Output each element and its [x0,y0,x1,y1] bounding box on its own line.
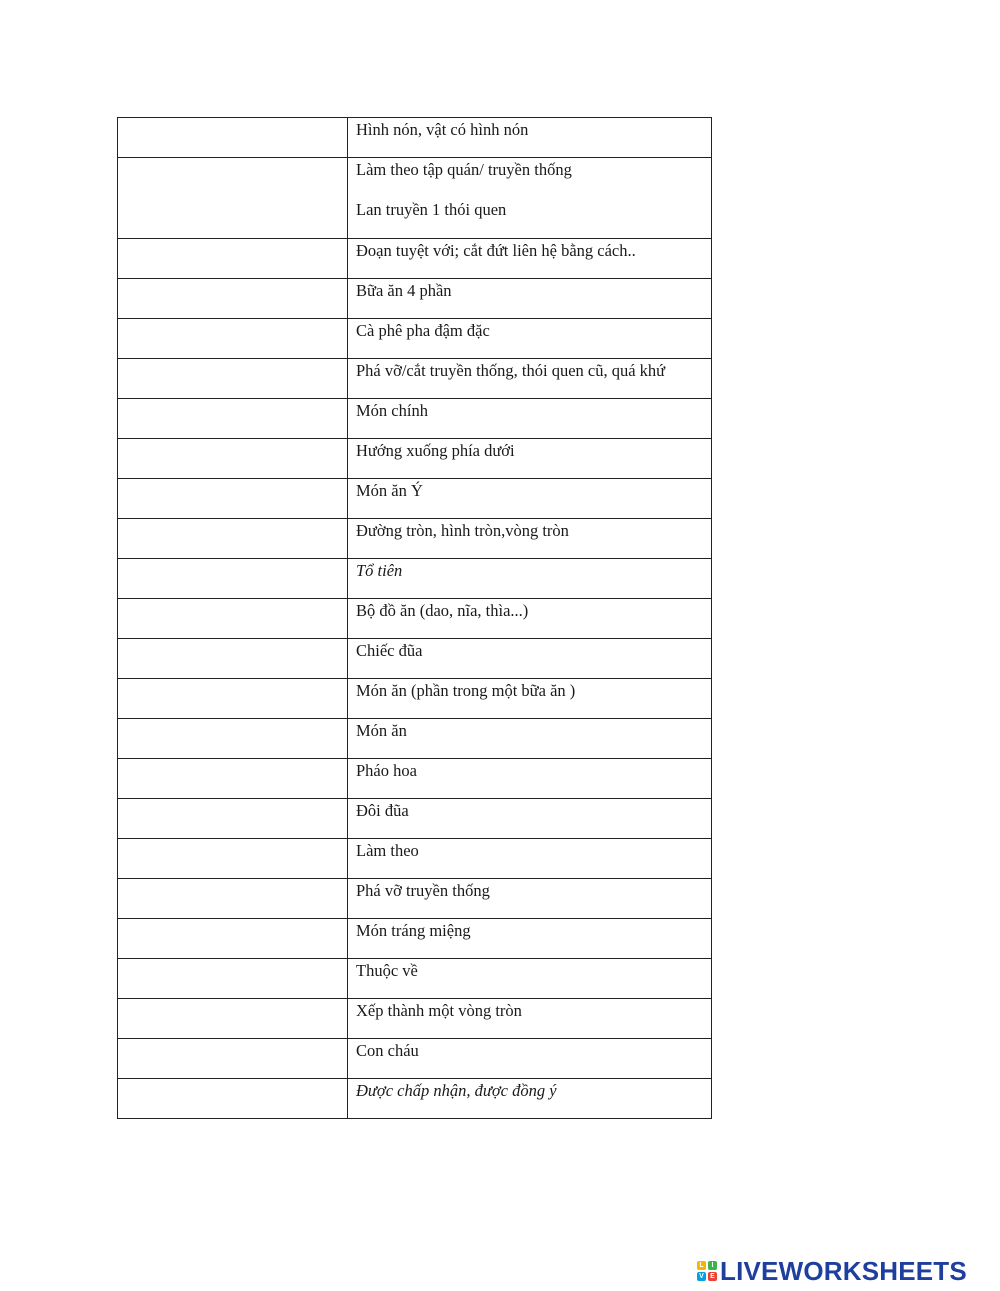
answer-input[interactable] [118,439,347,478]
answer-input[interactable] [118,519,347,558]
meaning-text: Thuộc về [356,961,418,980]
answer-cell [118,479,348,519]
meaning-text: Phá vỡ truyền thống [356,881,490,900]
table-row [118,319,712,359]
table-row [118,639,712,679]
answer-input[interactable] [118,919,347,958]
table-row [118,1079,712,1119]
meaning-cell [348,679,712,719]
answer-input[interactable] [118,479,347,518]
answer-input[interactable] [118,799,347,838]
meaning-cell [348,719,712,759]
meaning-cell [348,879,712,919]
logo-mark-tile: V [697,1272,706,1281]
meaning-cell [348,999,712,1039]
meaning-cell [348,839,712,879]
answer-cell [118,319,348,359]
vocabulary-table [117,117,712,1119]
meaning-cell [348,559,712,599]
meaning-cell [348,759,712,799]
meaning-text: Đường tròn, hình tròn,vòng tròn [356,521,569,540]
meaning-cell [348,639,712,679]
meaning-cell [348,118,712,158]
answer-cell [118,118,348,158]
table-row [118,599,712,639]
answer-cell [118,959,348,999]
answer-input[interactable] [118,279,347,318]
answer-input[interactable] [118,158,347,238]
answer-cell [118,599,348,639]
meaning-text: Làm theo tập quán/ truyền thống [356,160,572,179]
answer-cell [118,639,348,679]
meaning-cell [348,158,712,239]
table-row [118,519,712,559]
meaning-text: Món ăn [356,721,407,740]
meaning-text: Món ăn (phần trong một bữa ăn ) [356,681,576,700]
meaning-cell [348,599,712,639]
liveworksheets-logo-text: LIVEWORKSHEETS [720,1255,967,1286]
meaning-cell [348,919,712,959]
table-row [118,239,712,279]
meaning-text: Bộ đồ ăn (dao, nĩa, thìa...) [356,601,529,620]
answer-input[interactable] [118,719,347,758]
answer-cell [118,439,348,479]
meaning-text: Món chính [356,401,428,420]
meaning-text: Món tráng miệng [356,921,471,940]
answer-cell [118,239,348,279]
answer-cell [118,799,348,839]
meaning-cell [348,239,712,279]
table-row [118,879,712,919]
answer-input[interactable] [118,359,347,398]
answer-input[interactable] [118,759,347,798]
answer-cell [118,719,348,759]
answer-input[interactable] [118,839,347,878]
answer-cell [118,759,348,799]
answer-input[interactable] [118,879,347,918]
table-row [118,839,712,879]
meaning-text: Hướng xuống phía dưới [356,441,515,460]
answer-cell [118,1039,348,1079]
logo-mark-tile: E [708,1272,717,1281]
table-row [118,959,712,999]
table-row [118,118,712,158]
answer-cell [118,519,348,559]
table-row [118,999,712,1039]
answer-input[interactable] [118,639,347,678]
meaning-cell [348,439,712,479]
meaning-cell [348,1079,712,1119]
meaning-text: Cà phê pha đậm đặc [356,321,490,340]
table-row [118,759,712,799]
vocabulary-table-body [118,118,712,1119]
table-row [118,559,712,599]
meaning-text: Xếp thành một vòng tròn [356,1001,522,1020]
answer-cell [118,1079,348,1119]
meaning-text: Bữa ăn 4 phần [356,281,452,300]
table-row [118,158,712,239]
answer-cell [118,559,348,599]
meaning-cell [348,359,712,399]
answer-input[interactable] [118,679,347,718]
table-row [118,279,712,319]
liveworksheets-logo [697,1256,967,1286]
logo-mark-tile: L [697,1261,706,1270]
table-row [118,719,712,759]
answer-cell [118,279,348,319]
liveworksheets-logo-mark [697,1261,717,1281]
answer-cell [118,158,348,239]
table-row [118,359,712,399]
meaning-text: Lan truyền 1 thói quen [356,200,507,219]
meaning-cell [348,1039,712,1079]
meaning-text: Hình nón, vật có hình nón [356,120,529,139]
meaning-cell [348,479,712,519]
answer-cell [118,879,348,919]
meaning-text: Tổ tiên [356,561,403,580]
table-row [118,439,712,479]
meaning-cell [348,959,712,999]
meaning-cell [348,519,712,559]
answer-input[interactable] [118,239,347,278]
answer-cell [118,919,348,959]
table-row [118,399,712,439]
table-row [118,799,712,839]
meaning-text: Đôi đũa [356,801,409,820]
answer-cell [118,999,348,1039]
answer-input[interactable] [118,1039,347,1078]
answer-cell [118,839,348,879]
meaning-text: Chiếc đũa [356,641,423,660]
logo-mark-tile: I [708,1261,717,1270]
table-row [118,479,712,519]
answer-input[interactable] [118,118,347,157]
answer-cell [118,359,348,399]
meaning-text: Đoạn tuyệt với; cắt đứt liên hệ bằng cách.. [356,241,636,260]
answer-cell [118,399,348,439]
meaning-text: Pháo hoa [356,761,417,780]
meaning-text: Con cháu [356,1041,419,1060]
answer-input[interactable] [118,559,347,598]
answer-input[interactable] [118,1079,347,1118]
meaning-text: Làm theo [356,841,419,860]
table-row [118,679,712,719]
answer-input[interactable] [118,959,347,998]
meaning-cell [348,319,712,359]
table-row [118,919,712,959]
meaning-cell [348,799,712,839]
answer-input[interactable] [118,399,347,438]
answer-input[interactable] [118,599,347,638]
answer-input[interactable] [118,319,347,358]
table-row [118,1039,712,1079]
answer-input[interactable] [118,999,347,1038]
meaning-text: Món ăn Ý [356,481,423,500]
meaning-cell [348,399,712,439]
meaning-text: Được chấp nhận, được đồng ý [356,1081,557,1100]
answer-cell [118,679,348,719]
meaning-cell [348,279,712,319]
meaning-text: Phá vỡ/cắt truyền thống, thói quen cũ, quá khứ [356,361,666,380]
